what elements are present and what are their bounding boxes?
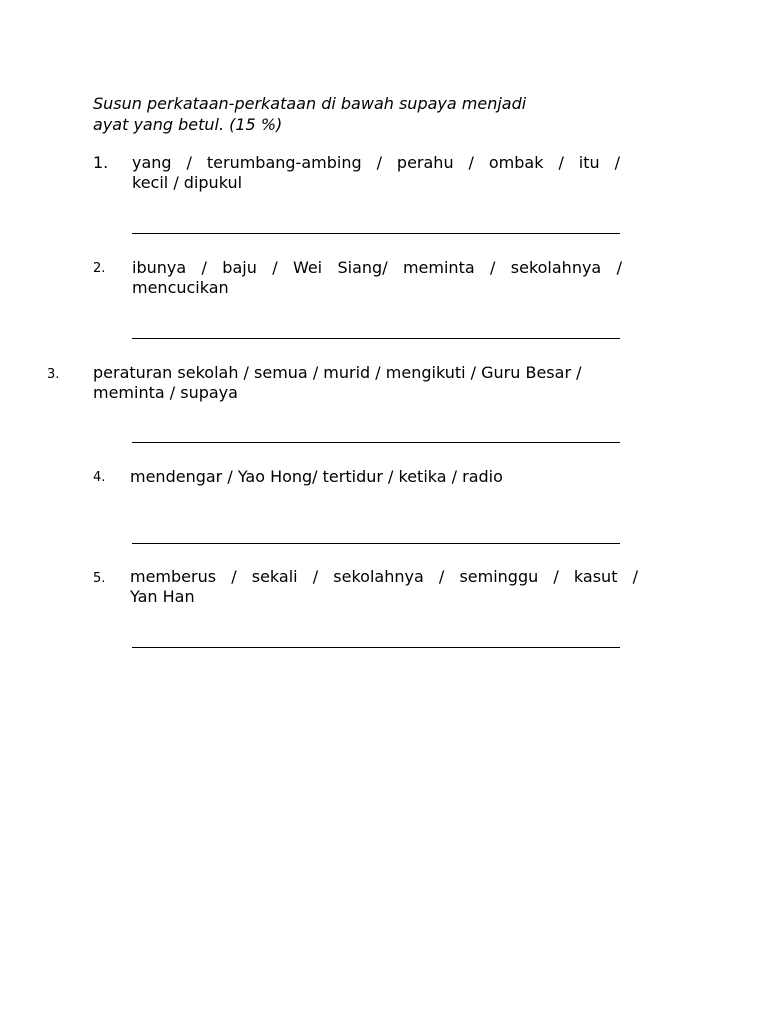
question-5-line-2: Yan Han [130,587,195,606]
question-text-3 [93,363,693,403]
question-number-2: 2. [93,261,106,276]
question-2-line-2: mencucikan [132,278,229,297]
question-text-1 [132,153,620,193]
question-1-line-2: kecil / dipukul [132,173,243,192]
question-3-line-1: peraturan sekolah / semua / murid / mengikuti / Guru Besar / [93,363,582,382]
question-number-4: 4. [93,470,106,485]
question-number-1: 1. [93,153,109,172]
question-text-4 [130,467,630,487]
answer-line-4[interactable] [132,543,620,544]
answer-line-5[interactable] [132,647,620,648]
question-number-3: 3. [47,367,60,382]
instruction-line-1: Susun perkataan-perkataan di bawah supaya menjadi [93,94,527,113]
answer-line-2[interactable] [132,338,620,339]
instruction-line-2: ayat yang betul. (15 %) [93,115,283,134]
instruction-text [93,93,613,135]
question-5-line-1: memberus / sekali / sekolahnya / seminggu / kasut / [130,567,638,586]
question-2-line-1: ibunya / baju / Wei Siang/ meminta / sekolahnya / [132,258,622,277]
question-text-2 [132,258,622,298]
question-1-line-1: yang / terumbang-ambing / perahu / ombak / itu / [132,153,620,172]
answer-line-1[interactable] [132,233,620,234]
question-text-5 [130,567,638,607]
question-number-5: 5. [93,571,106,586]
answer-line-3[interactable] [132,442,620,443]
question-4-line-1: mendengar / Yao Hong/ tertidur / ketika / radio [130,467,503,486]
question-3-line-2: meminta / supaya [93,383,238,402]
